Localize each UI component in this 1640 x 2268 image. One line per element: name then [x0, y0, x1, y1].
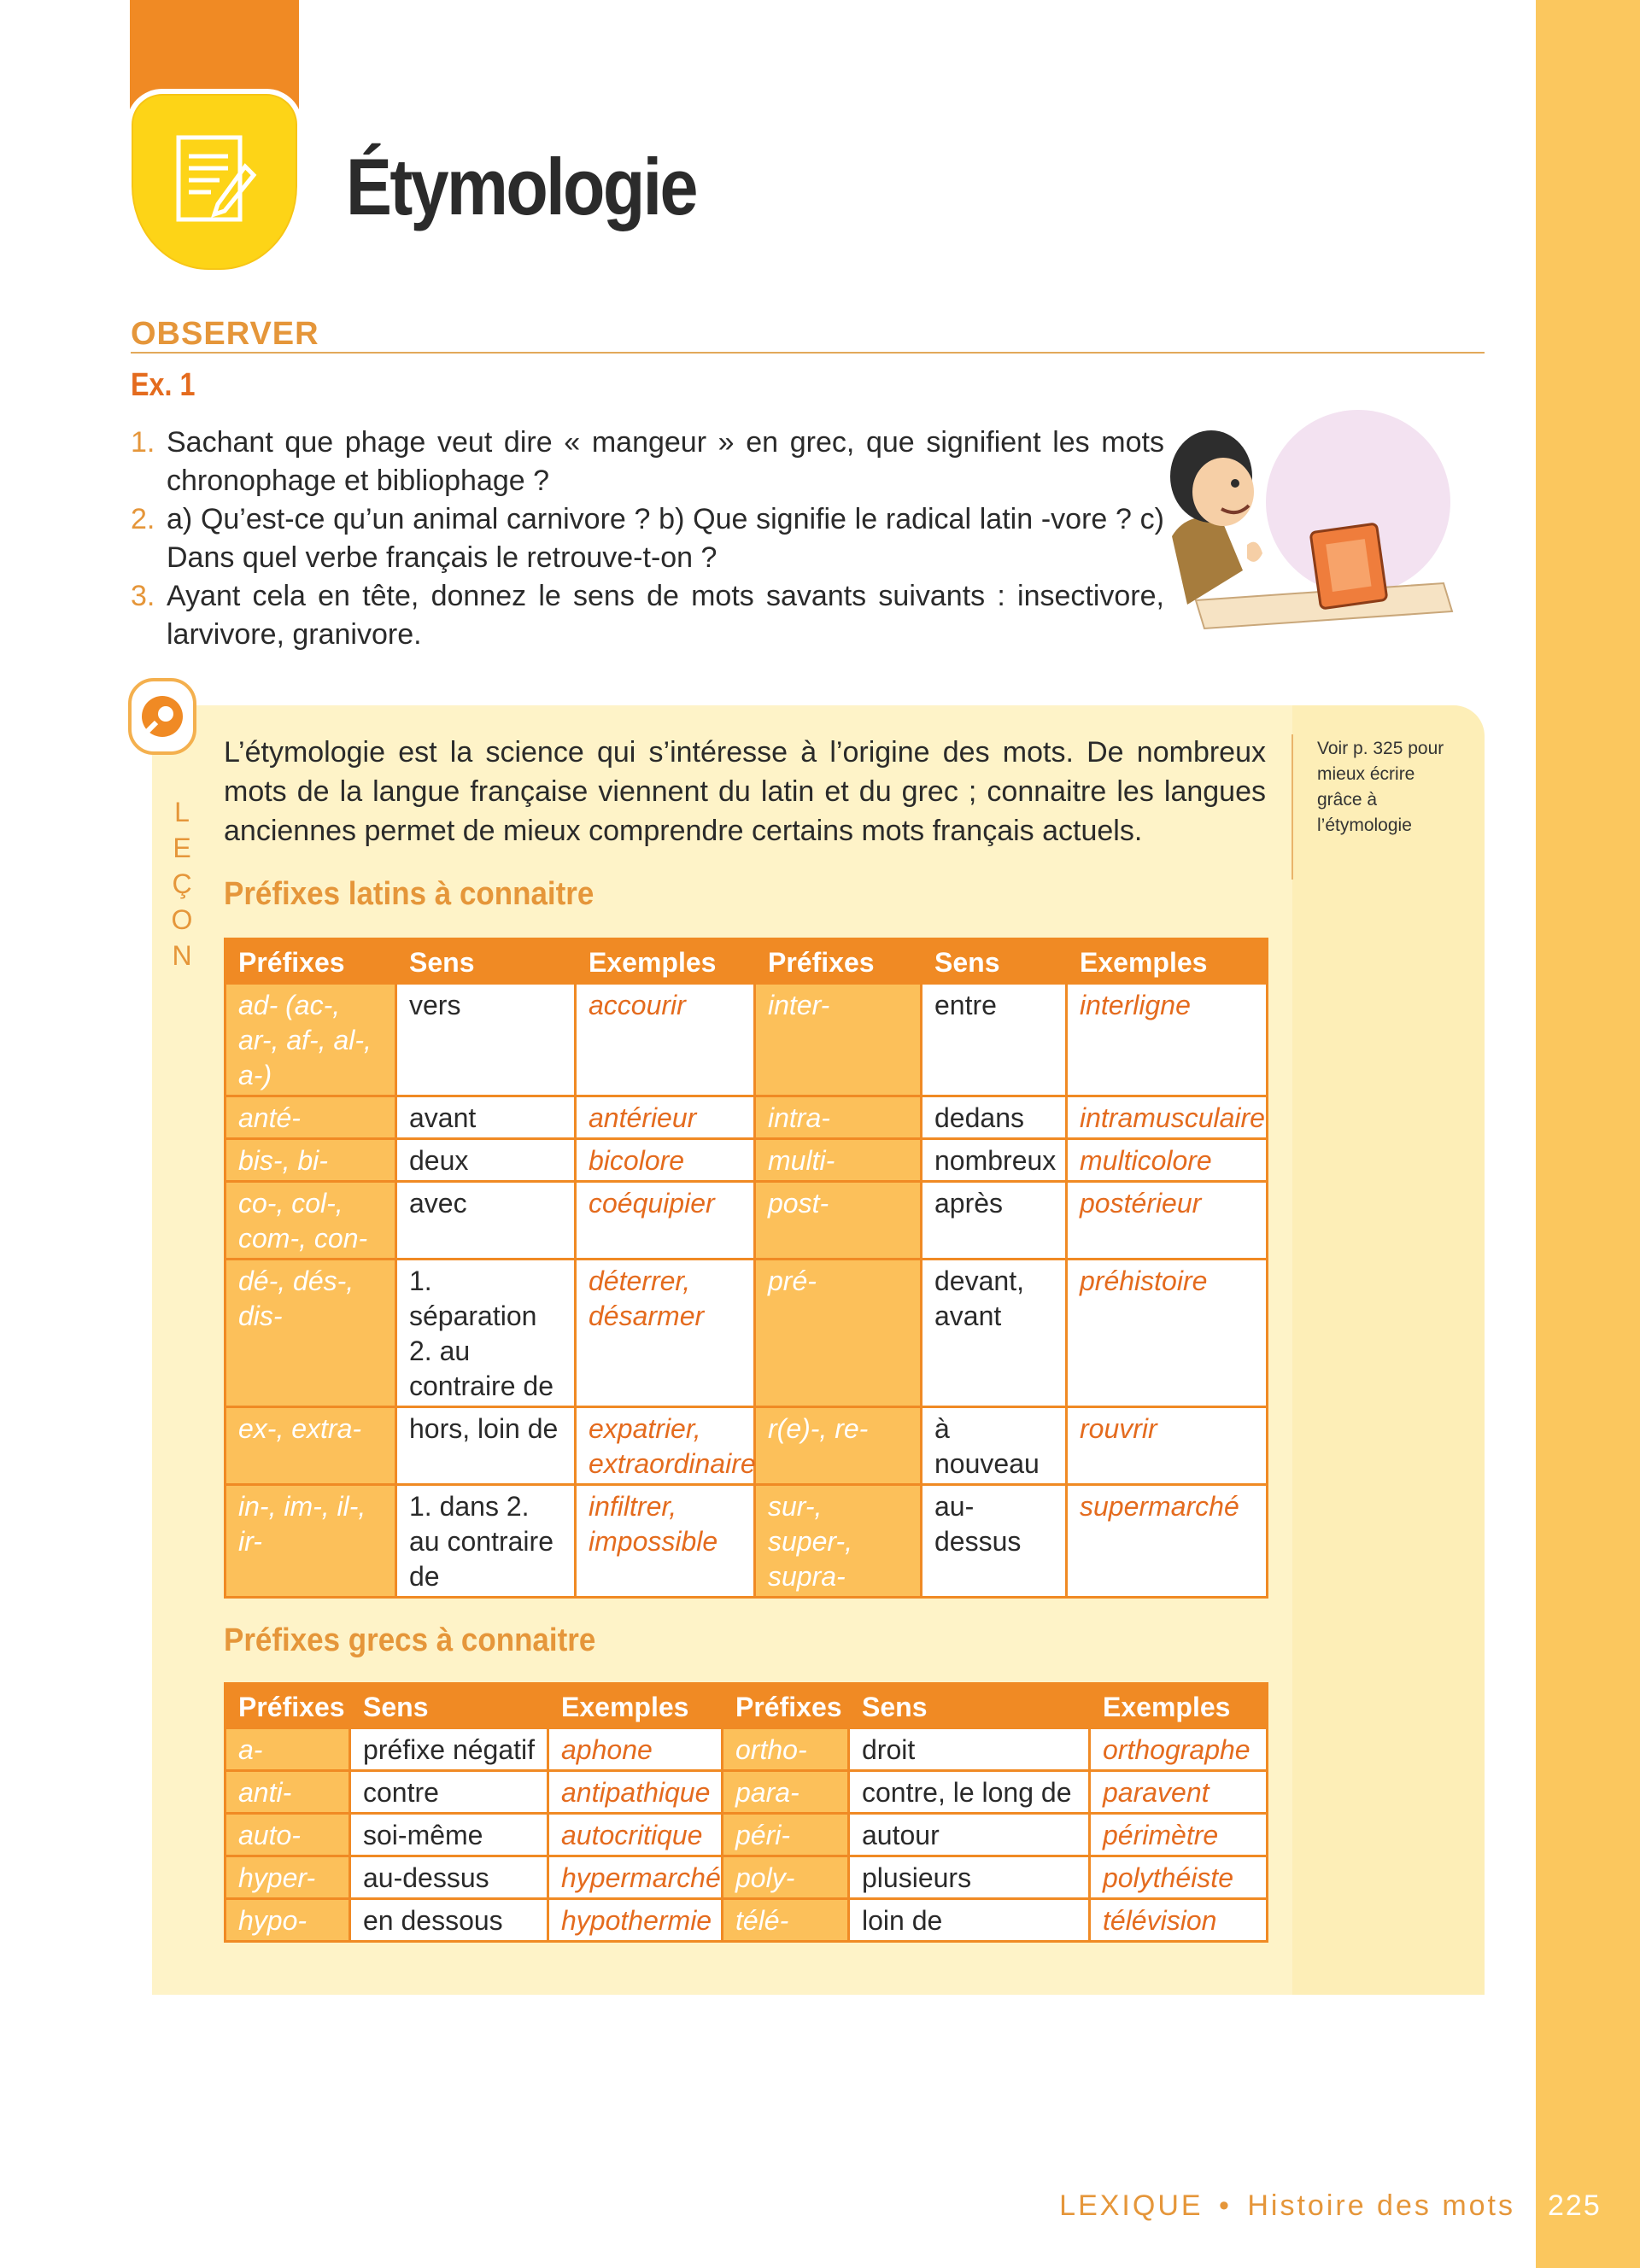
prefix-cell: intra-	[755, 1096, 922, 1139]
example-cell: déterrer, désarmer	[576, 1260, 755, 1407]
meaning-cell: vers	[396, 984, 576, 1096]
column-header: Exemples	[576, 939, 755, 984]
prefix-cell: sur-, super-, supra-	[755, 1485, 922, 1598]
example-cell: hypermarché	[548, 1856, 723, 1899]
lesson-letter: L	[174, 797, 191, 827]
prefix-cell: télé-	[723, 1899, 849, 1942]
boy-eating-book-illustration	[1162, 408, 1456, 639]
meaning-cell: loin de	[849, 1899, 1090, 1942]
prefix-cell: hyper-	[226, 1856, 350, 1899]
prefix-cell: dé-, dés-, dis-	[226, 1260, 396, 1407]
meaning-cell: 1. séparation 2. au contraire de	[396, 1260, 576, 1407]
example-cell: supermarché	[1067, 1485, 1268, 1598]
prefix-cell: hypo-	[226, 1899, 350, 1942]
prefix-cell: multi-	[755, 1139, 922, 1182]
lesson-letter: E	[173, 833, 193, 863]
document-pencil-icon	[126, 89, 302, 275]
column-header: Sens	[350, 1684, 548, 1728]
footer-bullet: •	[1219, 2189, 1232, 2222]
meaning-cell: préfixe négatif	[350, 1728, 548, 1771]
lesson-vertical-label	[166, 794, 200, 973]
prefix-cell: ad- (ac-, ar-, af-, al-, a-)	[226, 984, 396, 1096]
question-number: 1.	[131, 426, 155, 459]
meaning-cell: à nouveau	[922, 1407, 1067, 1485]
question-number: 3.	[131, 580, 155, 612]
prefix-cell: co-, col-, com-, con-	[226, 1182, 396, 1260]
example-cell: antipathique	[548, 1771, 723, 1814]
column-header: Préfixes	[755, 939, 922, 984]
question-item	[131, 424, 1164, 500]
exercise-label: Ex. 1	[131, 367, 196, 403]
table-row	[226, 1139, 1268, 1182]
example-cell: polythéiste	[1090, 1856, 1268, 1899]
question-number: 2.	[131, 503, 155, 535]
example-cell: infiltrer, impossible	[576, 1485, 755, 1598]
example-cell: bicolore	[576, 1139, 755, 1182]
example-cell: antérieur	[576, 1096, 755, 1139]
prefix-cell: a-	[226, 1728, 350, 1771]
meaning-cell: contre	[350, 1771, 548, 1814]
right-color-band	[1536, 0, 1640, 2268]
column-header: Préfixes	[226, 939, 396, 984]
meaning-cell: droit	[849, 1728, 1090, 1771]
example-cell: orthographe	[1090, 1728, 1268, 1771]
footer-section: LEXIQUE	[1059, 2189, 1204, 2222]
page-title: Étymologie	[346, 142, 696, 231]
example-cell: aphone	[548, 1728, 723, 1771]
prefix-cell: pré-	[755, 1260, 922, 1407]
meaning-cell: devant, avant	[922, 1260, 1067, 1407]
column-header: Exemples	[1067, 939, 1268, 984]
table-row	[226, 1899, 1268, 1942]
example-cell: coéquipier	[576, 1182, 755, 1260]
question-text: Ayant cela en tête, donnez le sens de mots savants suivants : insectivore, larvivore, granivore.	[167, 580, 1164, 651]
example-cell: postérieur	[1067, 1182, 1268, 1260]
question-list	[131, 424, 1164, 654]
section-divider	[131, 352, 1485, 354]
greek-prefixes-heading: Préfixes grecs à connaitre	[224, 1622, 596, 1658]
table-row	[226, 1182, 1268, 1260]
lesson-letter: Ç	[172, 868, 194, 899]
prefix-cell: r(e)-, re-	[755, 1407, 922, 1485]
example-cell: périmètre	[1090, 1814, 1268, 1856]
prefix-cell: poly-	[723, 1856, 849, 1899]
greek-prefix-table	[224, 1682, 1268, 1943]
side-note: Voir p. 325 pour mieux écrire grâce à l’étymologie	[1317, 739, 1444, 835]
example-cell: hypothermie	[548, 1899, 723, 1942]
meaning-cell: nombreux	[922, 1139, 1067, 1182]
meaning-cell: deux	[396, 1139, 576, 1182]
question-text: Sachant que phage veut dire « mangeur » en grec, que signifient les mots chronophage et bibliophage ?	[167, 426, 1164, 497]
meaning-cell: dedans	[922, 1096, 1067, 1139]
column-header: Exemples	[1090, 1684, 1268, 1728]
meaning-cell: hors, loin de	[396, 1407, 576, 1485]
example-cell: accourir	[576, 984, 755, 1096]
example-cell: télévision	[1090, 1899, 1268, 1942]
table-row	[226, 984, 1268, 1096]
meaning-cell: 1. dans 2. au contraire de	[396, 1485, 576, 1598]
table-row	[226, 1485, 1268, 1598]
lesson-letter: O	[171, 904, 195, 935]
prefix-cell: péri-	[723, 1814, 849, 1856]
question-text: a) Qu’est-ce qu’un animal carnivore ? b) Que signifie le radical latin -vore ? c) Dans quel verbe français le retrouve-t-on ?	[167, 503, 1164, 574]
example-cell: expatrier, extraordinaire	[576, 1407, 755, 1485]
table-row	[226, 1728, 1268, 1771]
footer-chapter: Histoire des mots	[1247, 2189, 1515, 2222]
column-header: Préfixes	[226, 1684, 350, 1728]
lesson-intro: L’étymologie est la science qui s’intéresse à l’origine des mots. De nombreux mots de la langue française viennent du latin et du grec ; connaitre les langues anciennes permet de mieux comprendre certains mots français actuels.	[224, 736, 1266, 847]
meaning-cell: avec	[396, 1182, 576, 1260]
example-cell: multicolore	[1067, 1139, 1268, 1182]
prefix-cell: post-	[755, 1182, 922, 1260]
meaning-cell: en dessous	[350, 1899, 548, 1942]
column-header: Exemples	[548, 1684, 723, 1728]
meaning-cell: après	[922, 1182, 1067, 1260]
meaning-cell: plusieurs	[849, 1856, 1090, 1899]
prefix-cell: in-, im-, il-, ir-	[226, 1485, 396, 1598]
table-row	[226, 1407, 1268, 1485]
page-footer	[1059, 2189, 1515, 2223]
column-header: Sens	[849, 1684, 1090, 1728]
column-header: Sens	[396, 939, 576, 984]
prefix-cell: inter-	[755, 984, 922, 1096]
prefix-cell: anti-	[226, 1771, 350, 1814]
lesson-flower-icon	[128, 678, 196, 755]
prefix-cell: ortho-	[723, 1728, 849, 1771]
example-cell: rouvrir	[1067, 1407, 1268, 1485]
latin-prefixes-heading: Préfixes latins à connaitre	[224, 876, 594, 912]
latin-prefix-table	[224, 938, 1268, 1599]
observer-heading: OBSERVER	[131, 316, 319, 352]
table-header-row	[226, 939, 1268, 984]
table-row	[226, 1856, 1268, 1899]
lesson-letter: N	[172, 940, 194, 971]
example-cell: préhistoire	[1067, 1260, 1268, 1407]
example-cell: paravent	[1090, 1771, 1268, 1814]
prefix-cell: bis-, bi-	[226, 1139, 396, 1182]
table-row	[226, 1771, 1268, 1814]
table-header-row	[226, 1684, 1268, 1728]
prefix-cell: para-	[723, 1771, 849, 1814]
table-row	[226, 1814, 1268, 1856]
column-header: Préfixes	[723, 1684, 849, 1728]
meaning-cell: entre	[922, 984, 1067, 1096]
page-number: 225	[1548, 2189, 1602, 2222]
side-note-divider	[1292, 734, 1293, 880]
meaning-cell: avant	[396, 1096, 576, 1139]
example-cell: autocritique	[548, 1814, 723, 1856]
meaning-cell: au-dessus	[922, 1485, 1067, 1598]
prefix-cell: ex-, extra-	[226, 1407, 396, 1485]
question-item	[131, 500, 1164, 577]
column-header: Sens	[922, 939, 1067, 984]
table-row	[226, 1260, 1268, 1407]
example-cell: intramusculaire	[1067, 1096, 1268, 1139]
question-item	[131, 577, 1164, 654]
prefix-cell: auto-	[226, 1814, 350, 1856]
prefix-cell: anté-	[226, 1096, 396, 1139]
meaning-cell: au-dessus	[350, 1856, 548, 1899]
table-row	[226, 1096, 1268, 1139]
meaning-cell: autour	[849, 1814, 1090, 1856]
meaning-cell: soi-même	[350, 1814, 548, 1856]
example-cell: interligne	[1067, 984, 1268, 1096]
meaning-cell: contre, le long de	[849, 1771, 1090, 1814]
